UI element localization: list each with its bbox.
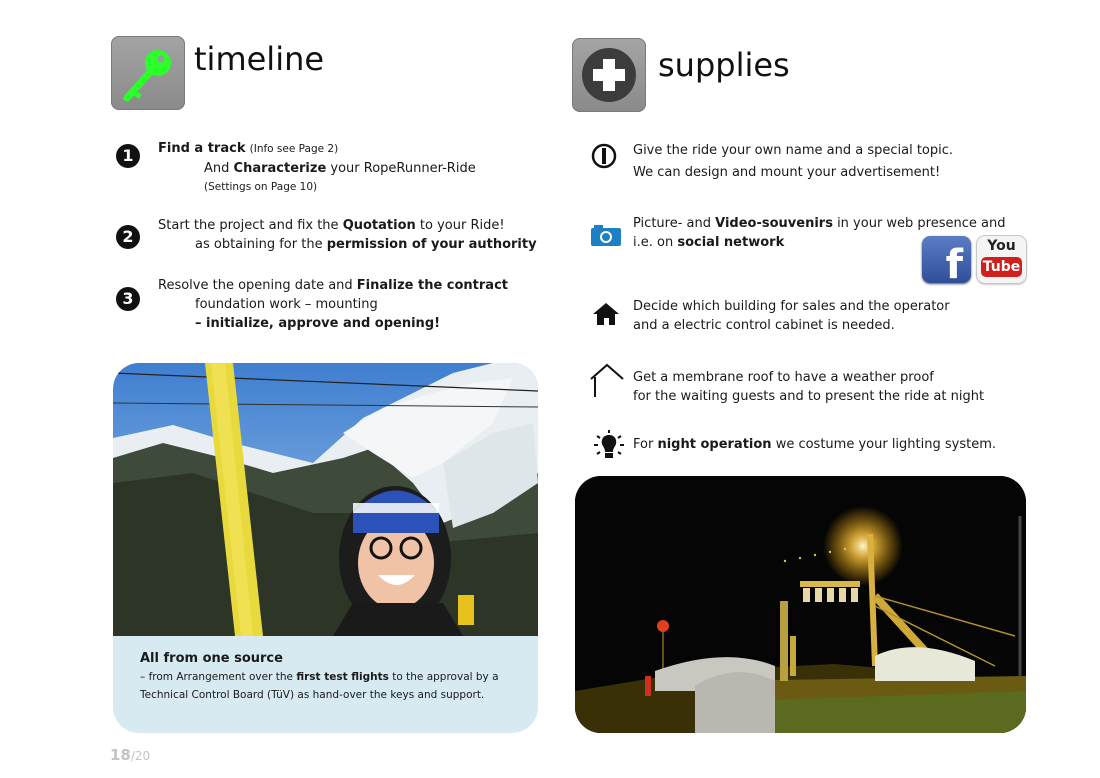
night-station-photo: [575, 476, 1026, 733]
lightbulb-icon: [594, 430, 624, 464]
caption-box: [113, 636, 538, 733]
step-2-text: Start the project and fix the Quotation to your Ride! as obtaining for the permission of your authority: [158, 218, 537, 252]
supply-item-building: Decide which building for sales and the operator and a electric control cabinet is needed.: [633, 299, 950, 333]
info-icon: [591, 143, 617, 169]
timeline-heading: timeline: [194, 40, 325, 78]
caption-text: – from Arrangement over the first test flights to the approval by a Technical Control Board (TüV) as hand-over the keys and support.: [140, 671, 499, 701]
step-3-text: Resolve the opening date and Finalize the contract foundation work – mounting – initialize, approve and opening!: [158, 278, 509, 331]
page-number: 18/20: [110, 746, 151, 764]
step-1-text: Find a track (Info see Page 2) And Characterize your RopeRunner-Ride (Settings on Page 10): [158, 141, 476, 193]
step-number: 1: [116, 144, 140, 168]
roof-icon: [589, 363, 625, 399]
step-number: 2: [116, 225, 140, 249]
mountain-selfie-photo: [113, 363, 538, 636]
supply-item-roof: Get a membrane roof to have a weather proof for the waiting guests and to present the ride at night: [633, 370, 985, 404]
timeline-icon-tile: [111, 36, 185, 110]
facebook-icon[interactable]: f: [922, 236, 971, 283]
caption-title: All from one source: [140, 651, 283, 666]
plus-icon: [572, 38, 646, 112]
supply-item-name: Give the ride your own name and a special topic. We can design and mount your advertisement!: [633, 143, 954, 180]
key-icon: [111, 36, 185, 110]
camera-icon: [590, 225, 622, 247]
youtube-icon[interactable]: You Tube: [977, 236, 1026, 283]
step-number: 3: [116, 287, 140, 311]
night-ride-photo: [575, 476, 1026, 733]
supplies-heading: supplies: [658, 46, 790, 84]
supply-item-souvenirs: Picture- and Video-souvenirs in your web presence and i.e. on social network: [633, 216, 1006, 250]
supply-item-lighting: For night operation we costume your lighting system.: [633, 437, 997, 452]
supplies-icon-tile: [572, 38, 646, 112]
house-icon: [592, 302, 620, 326]
ride-photo-card: [113, 363, 538, 733]
